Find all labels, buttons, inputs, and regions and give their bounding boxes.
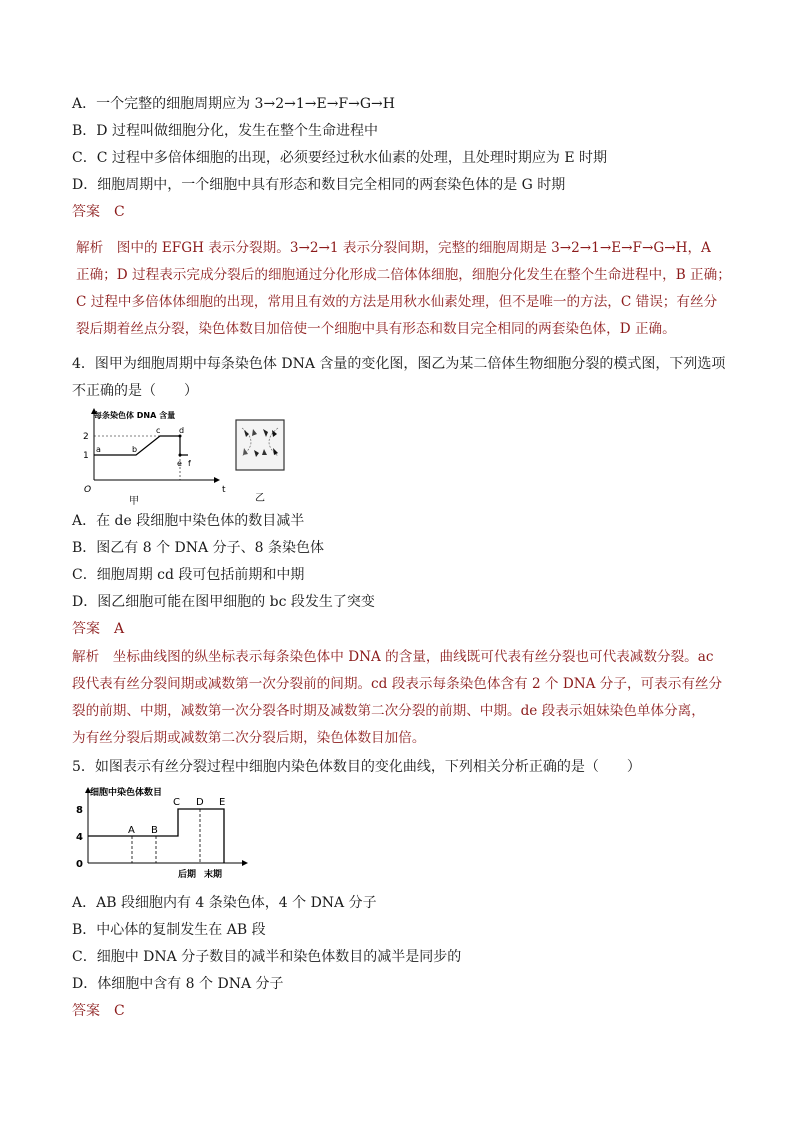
q5-point-label-a: A <box>128 825 135 836</box>
q5-point-label-c: C <box>173 797 180 808</box>
q3-option-c: C．C 过程中多倍体细胞的出现，必须要经过秋水仙素的处理，且处理时期应为 E 时期 <box>72 150 607 166</box>
answer-label: 答案 <box>72 621 100 637</box>
q4-option-c: C．细胞周期 cd 段可包括前期和中期 <box>72 567 305 583</box>
q5-ytick-4: 4 <box>76 832 83 843</box>
q5-point-label-e: E <box>219 797 226 808</box>
jia-point-label-b: b <box>132 445 138 454</box>
q5-figure <box>70 783 260 883</box>
jia-ytick-1: 1 <box>83 451 89 461</box>
q3-answer <box>72 202 125 222</box>
jia-curve <box>94 436 188 455</box>
q5-stem: 5．如图表示有丝分裂过程中细胞内染色体数目的变化曲线，下列相关分析正确的是（ ） <box>72 759 641 775</box>
jia-xlabel: t <box>222 485 226 495</box>
q5-xlabel-houqi: 后期 <box>178 870 197 880</box>
q5-option-d: D．体细胞中含有 8 个 DNA 分子 <box>72 976 284 992</box>
yi-cell <box>236 420 284 470</box>
answer-value: C <box>114 1003 125 1019</box>
q5-ylabel: 细胞中染色体数目 <box>90 788 163 798</box>
q4-option-a: A．在 de 段细胞中染色体的数目减半 <box>72 513 305 529</box>
q4-explanation-line: 为有丝分裂后期或减数第二次分裂后期，染色体数目加倍。 <box>72 730 426 746</box>
q5-x-arrow <box>242 860 248 866</box>
q3-option-b: B．D 过程叫做细胞分化，发生在整个生命进程中 <box>72 123 378 139</box>
answer-value: C <box>114 204 125 220</box>
answer-value: A <box>114 621 125 637</box>
yi-caption: 乙 <box>255 493 265 504</box>
q3-explanation-line: C 过程中多倍体体细胞的出现，常用且有效的方法是用秋水仙素处理，但不是唯一的方法，C 错误；有丝分 <box>76 294 718 310</box>
jia-point-label-f: f <box>188 459 191 468</box>
jia-ytick-2: 2 <box>83 432 89 442</box>
jia-point-e <box>179 454 182 457</box>
q5-option-b: B．中心体的复制发生在 AB 段 <box>72 922 266 938</box>
q5-answer <box>72 1001 125 1021</box>
jia-point-label-a: a <box>96 445 101 454</box>
q4-stem: 不正确的是（ ） <box>72 383 198 399</box>
q4-figure <box>74 408 314 508</box>
q5-ytick-8: 8 <box>76 805 83 816</box>
jia-point-label-c: c <box>156 426 161 435</box>
q4-explanation-line: 解析 坐标曲线图的纵坐标表示每条染色体中 DNA 的含量，曲线既可代表有丝分裂也可代表减数分裂。ac <box>72 649 714 665</box>
q3-option-d: D．细胞周期中，一个细胞中具有形态和数目完全相同的两套染色体的是 G 时期 <box>72 177 566 193</box>
jia-ylabel: 每条染色体 DNA 含量 <box>94 411 176 420</box>
q3-explanation-line: 正确；D 过程表示完成分裂后的细胞通过分化形成二倍体体细胞，细胞分化发生在整个生命进程中，B 正确； <box>76 267 731 283</box>
jia-caption: 甲 <box>129 496 139 507</box>
q5-option-c: C．细胞中 DNA 分子数目的减半和染色体数目的减半是同步的 <box>72 949 462 965</box>
q4-explanation-line: 裂的前期、中期，减数第一次分裂各时期及减数第二次分裂的前期、中期。de 段表示姐妹染色单体分离， <box>72 703 705 719</box>
jia-origin: O <box>84 485 92 495</box>
q4-answer <box>72 619 124 639</box>
jia-x-arrow <box>214 477 220 483</box>
answer-label: 答案 <box>72 1003 100 1019</box>
q4-stem: 4．图甲为细胞周期中每条染色体 DNA 含量的变化图，图乙为某二倍体生物细胞分裂的模式图，下列选项 <box>72 356 726 372</box>
q3-explanation-line: 裂后期着丝点分裂，染色体数目加倍使一个细胞中具有形态和数目完全相同的两套染色体，D 正确。 <box>76 321 676 337</box>
q3-explanation-line: 解析 图中的 EFGH 表示分裂期。3→2→1 表示分裂间期，完整的细胞周期是 3→2→1→E→F→G→H，A <box>76 240 711 256</box>
q3-option-a: A．一个完整的细胞周期应为 3→2→1→E→F→G→H <box>72 96 395 112</box>
jia-point-label-d: d <box>179 426 185 435</box>
q4-option-b: B．图乙有 8 个 DNA 分子、8 条染色体 <box>72 540 324 556</box>
q4-explanation-line: 段代表有丝分裂间期或减数第一次分裂前的间期。cd 段表示每条染色体含有 2 个 DNA 分子，可表示有丝分 <box>72 676 723 692</box>
q4-option-d: D．图乙细胞可能在图甲细胞的 bc 段发生了突变 <box>72 594 375 610</box>
answer-label: 答案 <box>72 204 100 220</box>
q5-ytick-0: 0 <box>76 859 83 870</box>
q5-xlabel-moqi: 末期 <box>204 870 223 880</box>
jia-point-label-e: e <box>177 459 182 468</box>
q5-option-a: A．AB 段细胞内有 4 条染色体，4 个 DNA 分子 <box>72 895 377 911</box>
q5-point-label-b: B <box>151 825 158 836</box>
q5-point-label-d: D <box>196 797 204 808</box>
